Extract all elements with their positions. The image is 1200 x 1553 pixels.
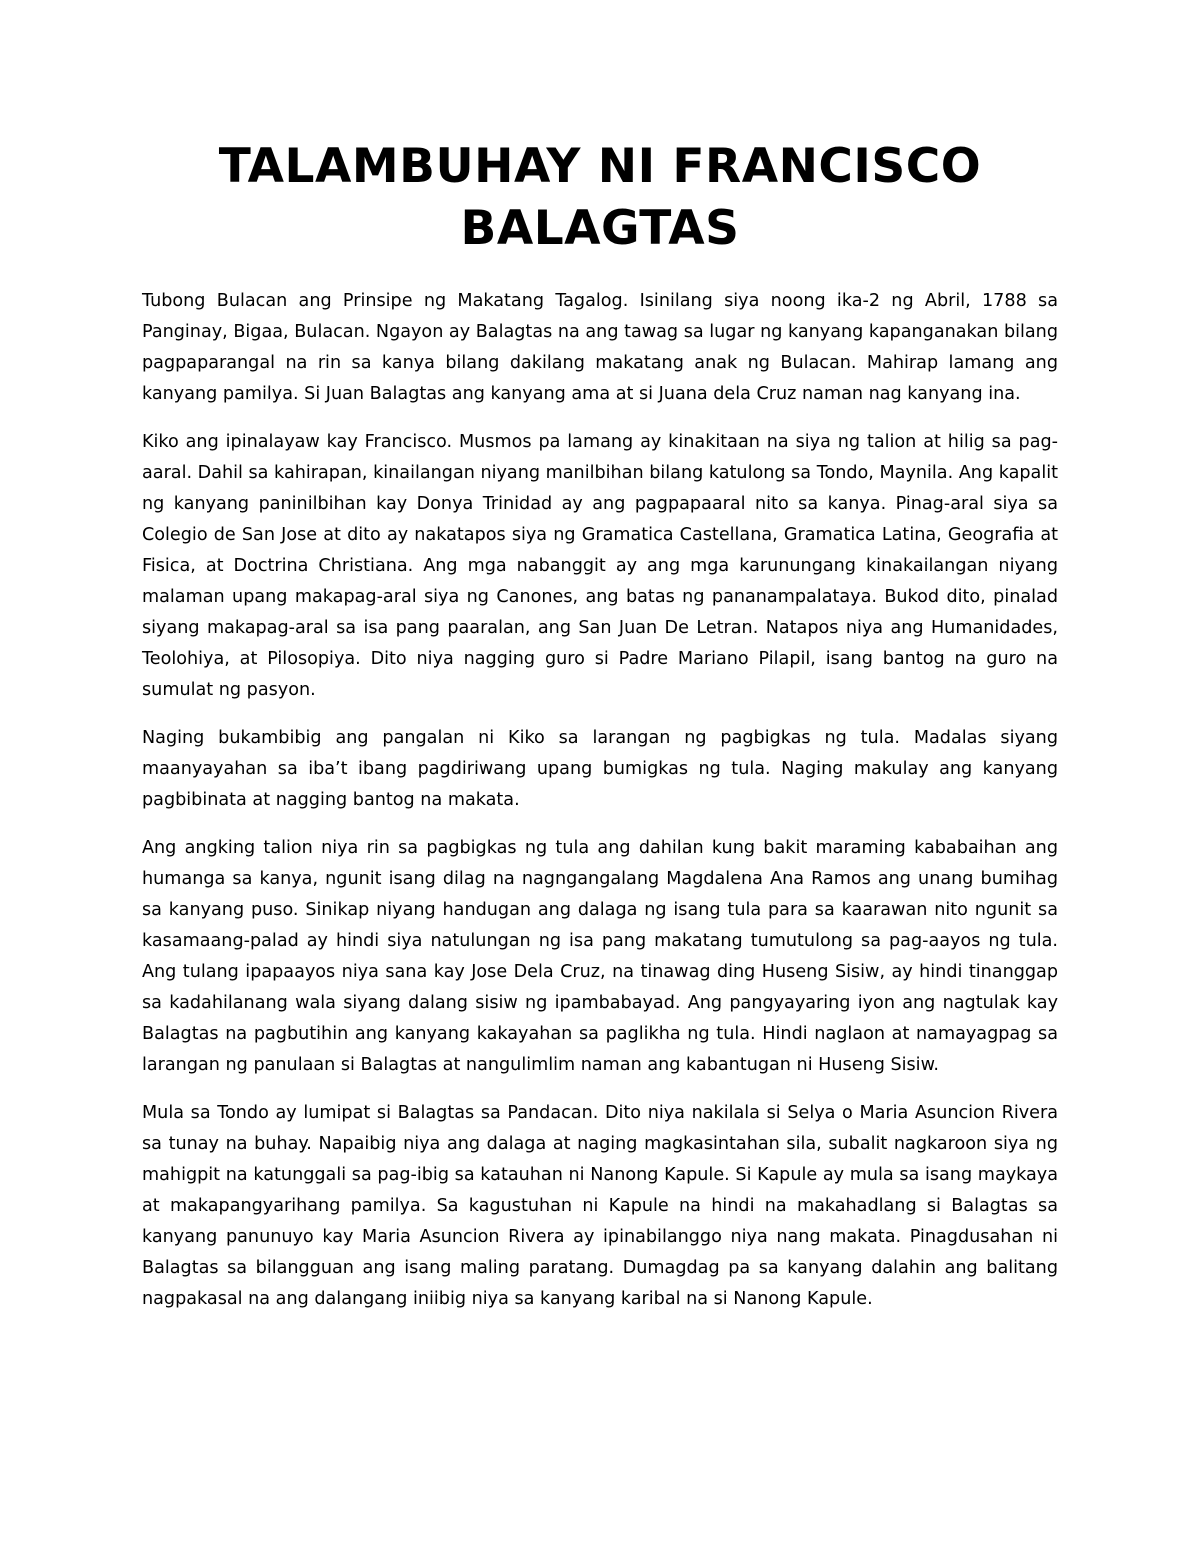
document-title: TALAMBUHAY NI FRANCISCO BALAGTAS	[218, 139, 982, 256]
paragraph: Kiko ang ipinalayaw kay Francisco. Musmos pa lamang ay kinakitaan na siya ng talion at hilig sa pag-aaral. Dahil sa kahirapan, kinailangan niyang manilbihan bilang katulong sa Tondo, Maynila. Ang kapalit ng kanyang paninilbihan kay Donya Trinidad ay ang pagpapaaral nito sa kanya. Pinag-aral siya sa Colegio de San Jose at dito ay nakatapos siya ng Gramatica Castellana, Gramatica Latina, Geografia at Fisica, at Doctrina Christiana. Ang mga nabanggit ay ang mga karunungang kinakailangan niyang malaman upang makapag-aral siya ng Canones, ang batas ng pananampalataya. Bukod dito, pinalad siyang makapag-aral sa isa pang paaralan, ang San Juan De Letran. Natapos niya ang Humanidades, Teolohiya, at Pilosopiya. Dito niya nagging guro si Padre Mariano Pilapil, isang bantog na guro na sumulat ng pasyon.	[142, 432, 1058, 700]
paragraph: Tubong Bulacan ang Prinsipe ng Makatang Tagalog. Isinilang siya noong ika-2 ng Abril, 1788 sa Panginay, Bigaa, Bulacan. Ngayon ay Balagtas na ang tawag sa lugar ng kanyang kapanganakan bilang pagpaparangal na rin sa kanya bilang dakilang makatang anak ng Bulacan. Mahirap lamang ang kanyang pamilya. Si Juan Balagtas ang kanyang ama at si Juana dela Cruz naman nag kanyang ina.	[142, 291, 1058, 404]
paragraph: Ang angking talion niya rin sa pagbigkas ng tula ang dahilan kung bakit maraming kababaihan ang humanga sa kanya, ngunit isang dilag na nagngangalang Magdalena Ana Ramos ang unang bumihag sa kanyang puso. Sinikap niyang handugan ang dalaga ng isang tula para sa kaarawan nito ngunit sa kasamaang-palad ay hindi siya natulungan ng isa pang makatang tumutulong sa pag-aayos ng tula. Ang tulang ipapaayos niya sana kay Jose Dela Cruz, na tinawag ding Huseng Sisiw, ay hindi tinanggap sa kadahilanang wala siyang dalang sisiw ng ipambabayad. Ang pangyayaring iyon ang nagtulak kay Balagtas na pagbutihin ang kanyang kakayahan sa paglikha ng tula. Hindi naglaon at namayagpag sa larangan ng panulaan si Balagtas at nangulimlim naman ang kabantugan ni Huseng Sisiw.	[142, 838, 1058, 1075]
paragraph: Mula sa Tondo ay lumipat si Balagtas sa Pandacan. Dito niya nakilala si Selya o Maria Asuncion Rivera sa tunay na buhay. Napaibig niya ang dalaga at naging magkasintahan sila, subalit nagkaroon siya ng mahigpit na katunggali sa pag-ibig sa katauhan ni Nanong Kapule. Si Kapule ay mula sa isang maykaya at makapangyarihang pamilya. Sa kagustuhan ni Kapule na hindi na makahadlang si Balagtas sa kanyang panunuyo kay Maria Asuncion Rivera ay ipinabilanggo niya nang makata. Pinagdusahan ni Balagtas sa bilangguan ang isang maling paratang. Dumagdag pa sa kanyang dalahin ang balitang nagpakasal na ang dalangang iniibig niya sa kanyang karibal na si Nanong Kapule.	[142, 1103, 1058, 1309]
paragraph: Naging bukambibig ang pangalan ni Kiko sa larangan ng pagbigkas ng tula. Madalas siyang maanyayahan sa iba’t ibang pagdiriwang upang bumigkas ng tula. Naging makulay ang kanyang pagbibinata at nagging bantog na makata.	[142, 728, 1058, 810]
document-body	[142, 286, 1058, 1315]
